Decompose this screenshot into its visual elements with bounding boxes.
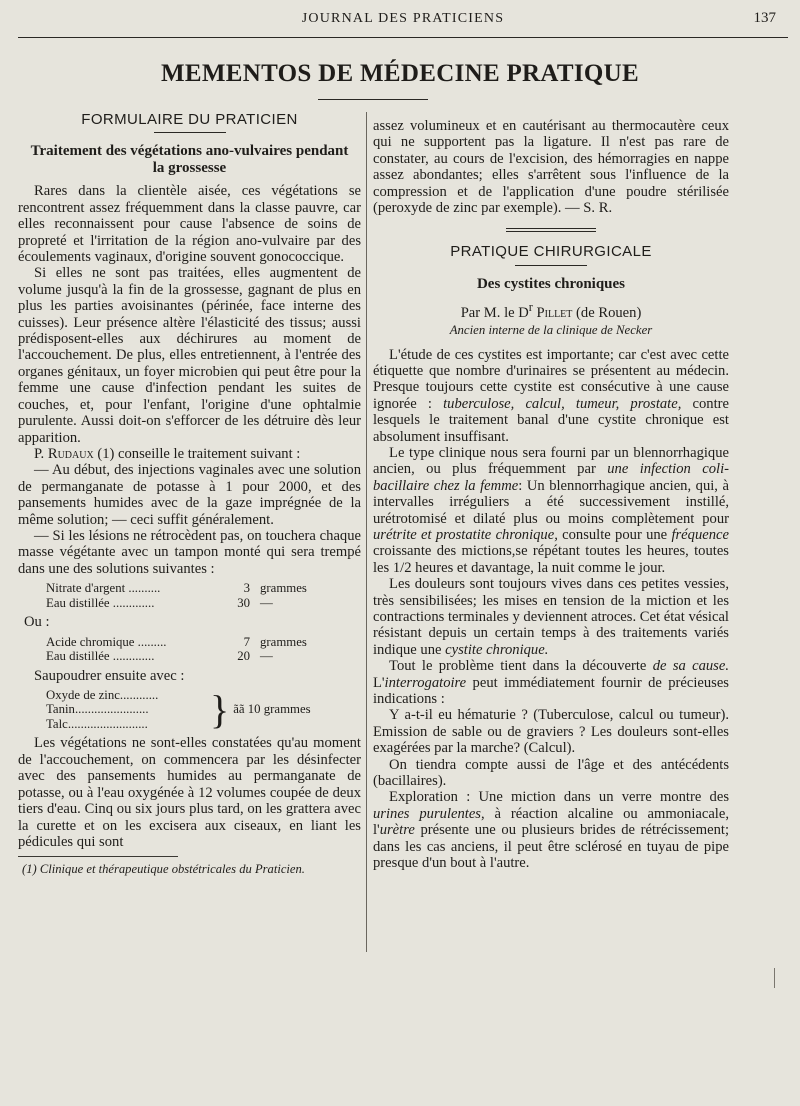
paragraph [373, 658, 729, 707]
paragraph-continued: assez volumineux et en cautérisant au thermocautère ceux qui ne supportent pas la ligature. Il n'est pas rare de constater, au cours de l'excision, des hémorragies en nappe assez abondantes; elles s'arrêtent sous l'influence de la compression et de l'application d'une poudre stérilisée (peroxyde de zinc par exemple). — S. R. [373, 118, 729, 217]
emphasis: fréquence [671, 526, 729, 543]
unit: grammes [260, 634, 307, 649]
alternative-label: Ou : [24, 614, 50, 631]
text: peut immédiatement fournir de précieuses indications : [373, 674, 729, 708]
section-heading-chirurgicale: PRATIQUE CHIRURGICALE [450, 243, 652, 261]
prescription-row [18, 596, 361, 611]
emphasis: tuberculose, calcul, tumeur, prostate, [443, 395, 682, 412]
paragraph: Les végétations ne sont-elles constatées qu'au moment de l'accouchement, on commencera par les désinfecter avec des pansements humides au permanganate de potasse, ou à l'eau oxygénée à 12 volumes coupée de deux tiers d'eau. Cinq ou six jours plus tard, on les grattera avec la curette et on les excisera aux ciseaux, en liant les pédicules qui sont [18, 735, 361, 850]
byline-text: Par M. le D [460, 304, 529, 321]
brace-glyph: } [210, 686, 230, 732]
article-title-vegetations: Traitement des végétations ano-vulvaires pendant la grossesse [30, 143, 349, 177]
title-rule [318, 99, 428, 100]
emphasis: urètre [379, 822, 415, 839]
text: consulte pour une [557, 526, 672, 543]
text: : Un blennorrhagique ancien, qui, à intervalles irréguliers a été successivement instillé, urétrotomisé et dilaté plus ou moins complètement pour [373, 477, 729, 527]
text: Tout le problème tient dans la découverte [389, 658, 653, 675]
ingredient: Tanin....................... [46, 702, 149, 717]
text: L'étude de ces cystites est importante; car c'est avec cette étiquette que nombre d'urinaires se présentent au médecin. Presque toujours cette cystite est consécutive à une cause ignorée : [373, 346, 729, 412]
unit: grammes [260, 581, 307, 596]
column-divider [366, 112, 367, 952]
paragraph [373, 576, 729, 658]
main-title: MEMENTOS DE MÉDECINE PRATIQUE [161, 60, 639, 87]
author-affiliation: Ancien interne de la clinique de Necker [449, 323, 653, 338]
unit: — [260, 595, 273, 610]
prescription-row [18, 635, 361, 650]
paragraph: Saupoudrer ensuite avec : [34, 667, 185, 684]
emphasis: une infection coli-bacillaire chez la femme [373, 461, 729, 494]
page-number: 137 [753, 10, 776, 26]
margin-mark [774, 968, 775, 988]
ingredient: Acide chromique ......... [46, 634, 167, 649]
paragraph: — Si les lésions ne rétrocèdent pas, on touchera chaque masse végétante avec un tampon monté qui sera trempé dans une des solutions suivantes : [18, 527, 361, 577]
right-column [373, 118, 729, 872]
left-column [18, 112, 361, 878]
ingredient: Talc......................... [46, 716, 148, 731]
footnote-rule [18, 856, 178, 857]
paragraph: — Au début, des injections vaginales avec une solution de permanganate de potasse à 1 pour 2000, et des pansements humides avec de la gaze imprégnée de la même solution; — ceci suffit généralement. [18, 462, 361, 528]
quantity: 20 [237, 649, 250, 664]
section-heading-formulaire: FORMULAIRE DU PRATICIEN [81, 111, 298, 128]
paragraph: Si elles ne sont pas traitées, elles augmentent de volume jusqu'à la fin de la grossesse, gagnant de plus en plus les parties avoisinantes (périnée, face interne des cuisses). Leur présence altère l'élasticité des tissus; aussi prédisposent-elles aux déchirures au moment de l'accouchement. De plus, elles entretiennent, à l'entrée des organes génitaux, un foyer microbien qui peut être pour la femme une cause d'infection pendant les suites de couches, et, pour l'enfant, l'origine d'une ophtalmie purulente. Aussi doit-on s'efforcer de les détruire dès leur apparition. [18, 265, 361, 446]
paragraph: On tiendra compte aussi de l'âge et des antécédents (bacillaires). [373, 756, 729, 790]
ingredient: Oxyde de zinc............ [46, 687, 159, 702]
prescription-2 [18, 635, 361, 664]
byline-sup: r [528, 299, 533, 314]
paragraph [373, 347, 729, 445]
paragraph: Rares dans la clientèle aisée, ces végétations se rencontrent assez fréquemment dans la classe pauvre, car elles reconnaissent pour cause l'absence de soins de propreté et l'irritation de la région ano-vulvaire par des écoulements vaginaux, d'origine souvent gonococcique. [18, 183, 361, 266]
paragraph: Y a-t-il eu hématurie ? (Tuberculose, calcul ou tumeur). Emission de sable ou de graviers ? Les douleurs sont-elles exagérées par la marche? (Calcul). [373, 707, 729, 757]
text: croissante des mictions,se répétant toutes les heures, toutes les 1/2 heures et davantage, la nuit comme le jour. [373, 543, 729, 576]
powder-formula [18, 688, 361, 732]
paragraph [373, 445, 729, 576]
paragraph [373, 789, 729, 871]
prescription-1 [18, 581, 361, 610]
double-rule [506, 228, 596, 232]
section-rule [515, 265, 587, 266]
article-title-cystites: Des cystites chroniques [476, 275, 626, 292]
paragraph-text: (1) conseille le traitement suivant : [93, 445, 301, 462]
footnote: (1) Clinique et thérapeutique obstétricales du Praticien. [22, 862, 305, 877]
byline-text: (de Rouen) [572, 304, 642, 321]
author-name: P. Rudaux [34, 445, 94, 462]
quantity: 30 [237, 595, 250, 610]
ingredient: Eau distillée ............. [46, 595, 155, 610]
text: Le type clinique nous sera fourni par un blennorrhagique ancien, ou plus fréquemment par [373, 444, 729, 478]
text: présente une ou plusieurs brides de rétrécissement; dans les cas anciens, il peut être sclérosé en tuyau de pipe presque d'un bout à l'autre. [373, 822, 729, 872]
running-header [18, 9, 788, 31]
paragraph [18, 446, 361, 462]
ingredient: Nitrate d'argent .......... [46, 581, 161, 596]
powder-ingredients [46, 688, 206, 732]
header-rule [18, 37, 788, 38]
byline [373, 299, 729, 321]
section-rule [154, 132, 226, 133]
quantity: 3 [243, 581, 250, 596]
emphasis: cystite chronique. [445, 641, 549, 658]
running-title: JOURNAL DES PRATICIENS [301, 11, 505, 26]
author-name: Pillet [536, 304, 573, 321]
emphasis: urétrite et prostatite chronique, [373, 526, 558, 543]
text: Exploration : Une miction dans un verre montre des [389, 789, 729, 806]
powder-dose: ãã 10 grammes [233, 702, 311, 717]
ingredient: Eau distillée ............. [46, 649, 155, 664]
prescription-row [18, 581, 361, 596]
unit: — [260, 649, 273, 664]
text: L' [373, 674, 385, 691]
text: Les douleurs sont toujours vives dans ces petites vessies, très sensibilisées; les mises en tension de la miction et les contractions terminales y deviennent atroces. Cet état vésical résistant depuis un certain temps à des traitements variés indique une [373, 576, 729, 658]
emphasis: urines purulentes [373, 805, 481, 822]
text: contre lesquels le traitement banal d'une cystite chronique est absolument insuffisant. [373, 395, 729, 445]
text: , à réaction alcaline ou ammoniacale, l' [373, 805, 729, 839]
quantity: 7 [243, 634, 250, 649]
prescription-row [18, 649, 361, 664]
emphasis: de sa cause. [652, 658, 729, 675]
emphasis: interrogatoire [384, 674, 467, 691]
